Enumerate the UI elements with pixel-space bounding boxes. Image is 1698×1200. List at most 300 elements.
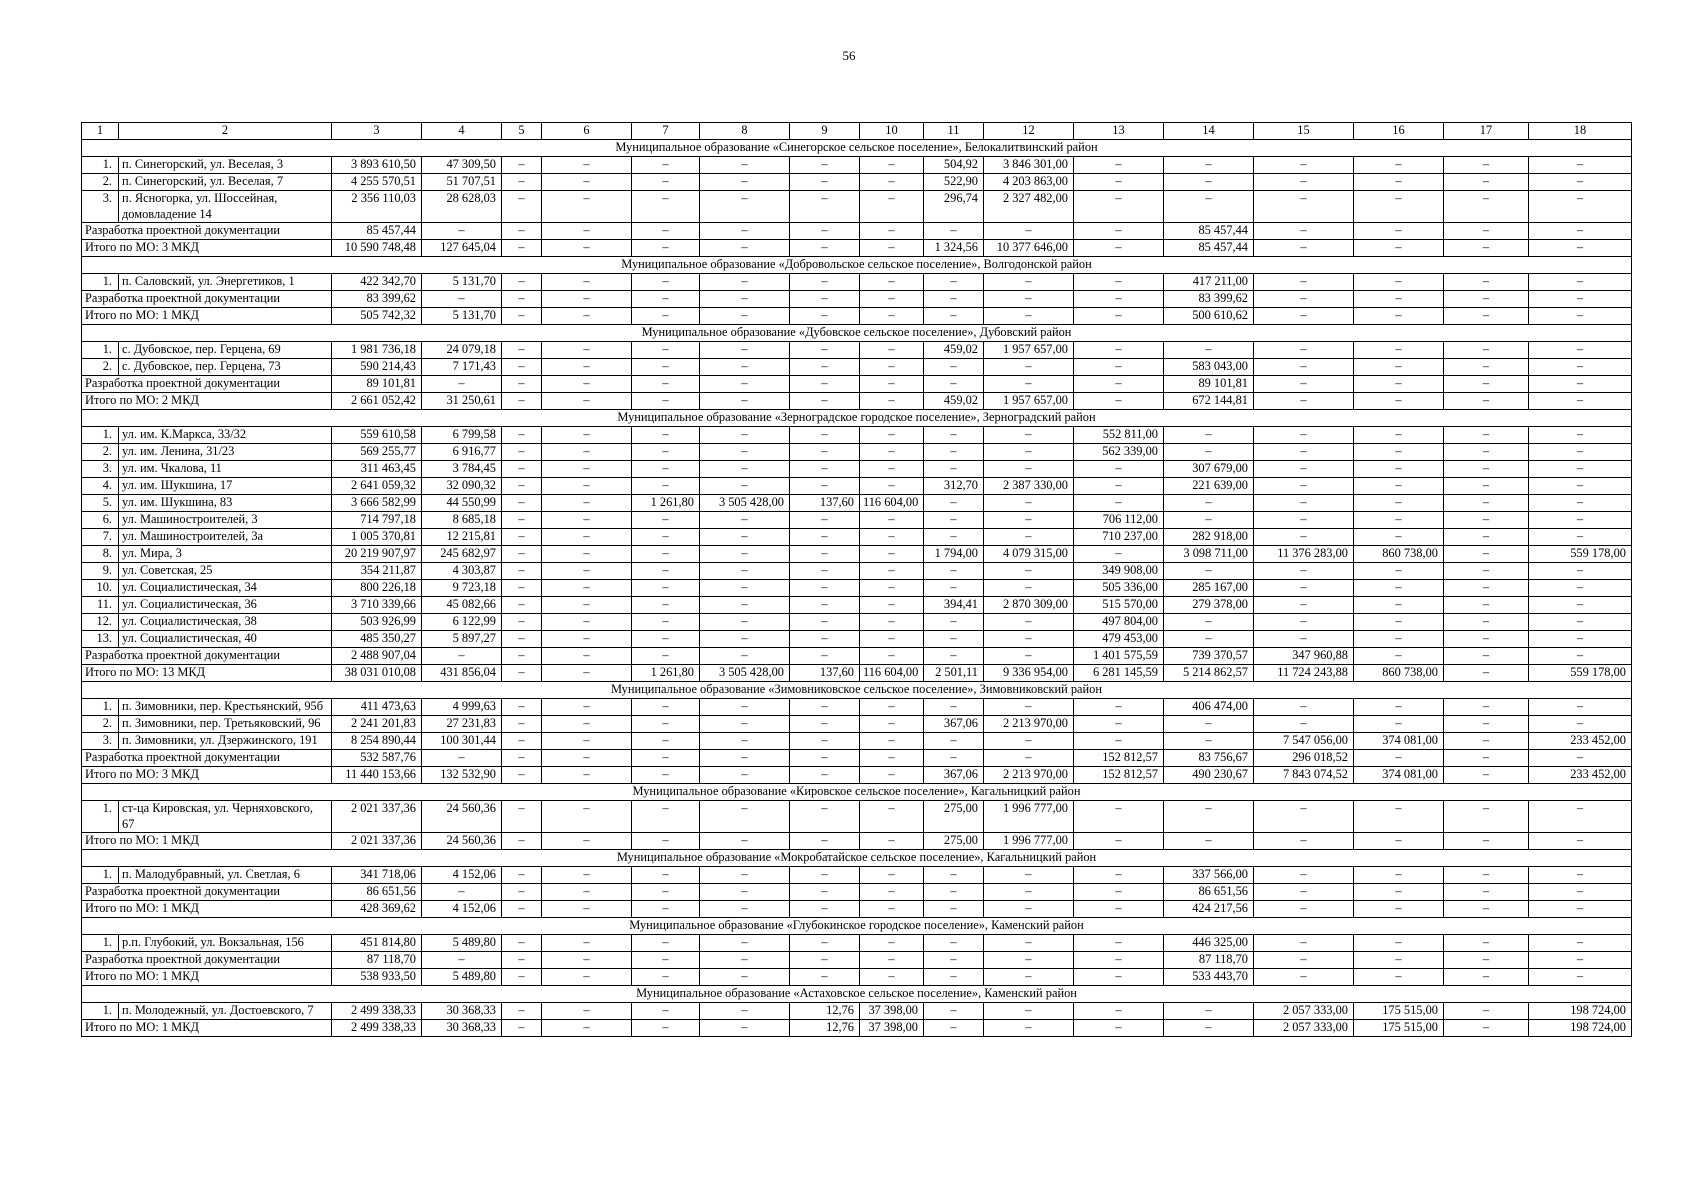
value-cell: 367,06	[924, 716, 984, 733]
value-cell: –	[1444, 157, 1529, 174]
table-row	[82, 699, 1632, 716]
value-cell: –	[790, 546, 860, 563]
value-cell: 515 570,00	[1074, 597, 1164, 614]
value-cell: 8 685,18	[422, 512, 502, 529]
value-cell: –	[1164, 716, 1254, 733]
value-cell: 37 398,00	[860, 1003, 924, 1020]
row-number: 9.	[82, 563, 119, 580]
address-cell: ул. им. Шукшина, 17	[119, 478, 332, 495]
section-title-row	[82, 986, 1632, 1003]
value-cell: –	[1444, 546, 1529, 563]
value-cell: 30 368,33	[422, 1020, 502, 1037]
value-cell: 311 463,45	[332, 461, 422, 478]
value-cell: 562 339,00	[1074, 444, 1164, 461]
value-cell: 2 870 309,00	[984, 597, 1074, 614]
value-cell: 538 933,50	[332, 969, 422, 986]
value-cell: –	[984, 614, 1074, 631]
value-cell: –	[1529, 716, 1632, 733]
value-cell: –	[790, 274, 860, 291]
value-cell: –	[924, 291, 984, 308]
value-cell: –	[502, 699, 542, 716]
section-title-row	[82, 682, 1632, 699]
value-cell: 2 241 201,83	[332, 716, 422, 733]
value-cell: –	[924, 631, 984, 648]
row-label: Разработка проектной документации	[82, 223, 332, 240]
summary-row	[82, 767, 1632, 784]
value-cell: –	[860, 833, 924, 850]
column-number-header-row	[82, 123, 1632, 140]
data-table	[81, 122, 1632, 1037]
value-cell: 282 918,00	[1164, 529, 1254, 546]
value-cell: 394,41	[924, 597, 984, 614]
address-cell: п. Ясногорка, ул. Шоссейная, домовладение 14	[119, 191, 332, 223]
value-cell: 11 376 283,00	[1254, 546, 1354, 563]
value-cell: –	[542, 546, 632, 563]
value-cell: –	[1444, 461, 1529, 478]
value-cell: –	[502, 240, 542, 257]
value-cell: –	[790, 648, 860, 665]
value-cell: –	[1354, 867, 1444, 884]
value-cell: 485 350,27	[332, 631, 422, 648]
value-cell: 1 401 575,59	[1074, 648, 1164, 665]
value-cell: –	[1074, 157, 1164, 174]
value-cell: –	[924, 376, 984, 393]
value-cell: –	[700, 512, 790, 529]
value-cell: –	[924, 308, 984, 325]
value-cell: 233 452,00	[1529, 767, 1632, 784]
value-cell: 37 398,00	[860, 1020, 924, 1037]
value-cell: –	[1444, 1020, 1529, 1037]
value-cell: –	[1444, 478, 1529, 495]
value-cell: –	[502, 495, 542, 512]
value-cell: –	[632, 529, 700, 546]
value-cell: –	[1354, 529, 1444, 546]
address-cell: п. Синегорский, ул. Веселая, 7	[119, 174, 332, 191]
value-cell: –	[790, 157, 860, 174]
value-cell: –	[924, 935, 984, 952]
value-cell: –	[984, 580, 1074, 597]
value-cell: –	[632, 274, 700, 291]
value-cell: –	[422, 376, 502, 393]
value-cell: 275,00	[924, 801, 984, 833]
table-row	[82, 631, 1632, 648]
address-cell: ул. Социалистическая, 38	[119, 614, 332, 631]
value-cell: –	[790, 801, 860, 833]
value-cell: –	[860, 631, 924, 648]
value-cell: 3 505 428,00	[700, 495, 790, 512]
column-number-cell: 9	[790, 123, 860, 140]
value-cell: –	[632, 359, 700, 376]
table-row	[82, 157, 1632, 174]
value-cell: 367,06	[924, 767, 984, 784]
value-cell: –	[1529, 512, 1632, 529]
page-number: 56	[842, 48, 856, 63]
value-cell: –	[984, 750, 1074, 767]
value-cell: –	[984, 884, 1074, 901]
value-cell: –	[632, 512, 700, 529]
value-cell: –	[1354, 699, 1444, 716]
value-cell: –	[1354, 884, 1444, 901]
table-row	[82, 563, 1632, 580]
value-cell: 132 532,90	[422, 767, 502, 784]
value-cell: –	[1254, 174, 1354, 191]
section-title-row	[82, 784, 1632, 801]
value-cell: 85 457,44	[332, 223, 422, 240]
value-cell: –	[1444, 444, 1529, 461]
value-cell: 3 846 301,00	[984, 157, 1074, 174]
value-cell: 116 604,00	[860, 665, 924, 682]
value-cell: –	[1529, 580, 1632, 597]
column-number-cell: 3	[332, 123, 422, 140]
value-cell: –	[1074, 733, 1164, 750]
value-cell: –	[1444, 342, 1529, 359]
value-cell: –	[984, 1003, 1074, 1020]
table-row	[82, 733, 1632, 750]
table-row	[82, 274, 1632, 291]
value-cell: –	[1254, 191, 1354, 223]
row-number: 7.	[82, 529, 119, 546]
value-cell: –	[1444, 291, 1529, 308]
value-cell: –	[502, 969, 542, 986]
value-cell: 198 724,00	[1529, 1020, 1632, 1037]
value-cell: 2 213 970,00	[984, 716, 1074, 733]
value-cell: –	[542, 427, 632, 444]
summary-row	[82, 308, 1632, 325]
value-cell: –	[1254, 801, 1354, 833]
address-cell: ул. им. Ленина, 31/23	[119, 444, 332, 461]
address-cell: ул. им. К.Маркса, 33/32	[119, 427, 332, 444]
value-cell: 4 255 570,51	[332, 174, 422, 191]
value-cell: –	[542, 274, 632, 291]
value-cell: 459,02	[924, 342, 984, 359]
value-cell: –	[700, 563, 790, 580]
address-cell: ул. Социалистическая, 34	[119, 580, 332, 597]
summary-row	[82, 648, 1632, 665]
value-cell: –	[790, 884, 860, 901]
value-cell: –	[1354, 801, 1444, 833]
value-cell: –	[1529, 223, 1632, 240]
value-cell: –	[502, 444, 542, 461]
value-cell: 12 215,81	[422, 529, 502, 546]
value-cell: –	[860, 529, 924, 546]
value-cell: –	[984, 901, 1074, 918]
section-title-row	[82, 918, 1632, 935]
value-cell: 175 515,00	[1354, 1003, 1444, 1020]
value-cell: –	[422, 648, 502, 665]
value-cell: –	[790, 952, 860, 969]
value-cell: –	[632, 969, 700, 986]
value-cell: –	[542, 901, 632, 918]
value-cell: –	[1529, 359, 1632, 376]
table-row	[82, 614, 1632, 631]
value-cell: –	[700, 597, 790, 614]
summary-row	[82, 240, 1632, 257]
value-cell: –	[700, 191, 790, 223]
value-cell: –	[700, 359, 790, 376]
value-cell: –	[790, 867, 860, 884]
value-cell: –	[1074, 1003, 1164, 1020]
value-cell: 2 661 052,42	[332, 393, 422, 410]
column-number-cell: 15	[1254, 123, 1354, 140]
row-label: Итого по МО: 1 МКД	[82, 969, 332, 986]
value-cell: 3 666 582,99	[332, 495, 422, 512]
value-cell: 2 213 970,00	[984, 767, 1074, 784]
value-cell: –	[1074, 461, 1164, 478]
section-title: Муниципальное образование «Зимовниковское сельское поселение», Зимовниковский район	[82, 682, 1632, 699]
value-cell: –	[502, 461, 542, 478]
table-row	[82, 597, 1632, 614]
value-cell: –	[502, 191, 542, 223]
table-row	[82, 935, 1632, 952]
section-title-row	[82, 410, 1632, 427]
value-cell: –	[1354, 952, 1444, 969]
value-cell: –	[984, 223, 1074, 240]
value-cell: –	[1529, 952, 1632, 969]
value-cell: –	[632, 376, 700, 393]
value-cell: –	[1254, 359, 1354, 376]
summary-row	[82, 969, 1632, 986]
value-cell: –	[1444, 665, 1529, 682]
value-cell: 116 604,00	[860, 495, 924, 512]
value-cell: –	[1354, 833, 1444, 850]
value-cell: –	[1354, 223, 1444, 240]
table-row	[82, 867, 1632, 884]
value-cell: 354 211,87	[332, 563, 422, 580]
value-cell: –	[860, 157, 924, 174]
value-cell: –	[422, 223, 502, 240]
value-cell: –	[1164, 1003, 1254, 1020]
value-cell: –	[790, 631, 860, 648]
value-cell: –	[1354, 750, 1444, 767]
value-cell: 503 926,99	[332, 614, 422, 631]
summary-row	[82, 901, 1632, 918]
value-cell: 504,92	[924, 157, 984, 174]
section-title: Муниципальное образование «Кировское сельское поселение», Кагальницкий район	[82, 784, 1632, 801]
value-cell: –	[924, 444, 984, 461]
value-cell: –	[632, 867, 700, 884]
summary-row	[82, 884, 1632, 901]
value-cell: –	[790, 512, 860, 529]
value-cell: 3 784,45	[422, 461, 502, 478]
value-cell: –	[632, 546, 700, 563]
value-cell: –	[1074, 308, 1164, 325]
value-cell: 6 916,77	[422, 444, 502, 461]
row-number: 11.	[82, 597, 119, 614]
value-cell: –	[422, 750, 502, 767]
value-cell: –	[542, 157, 632, 174]
value-cell: –	[1354, 342, 1444, 359]
value-cell: –	[790, 563, 860, 580]
value-cell: –	[422, 884, 502, 901]
value-cell: –	[502, 342, 542, 359]
value-cell: –	[632, 884, 700, 901]
value-cell: 6 122,99	[422, 614, 502, 631]
value-cell: –	[1164, 342, 1254, 359]
value-cell: –	[1074, 833, 1164, 850]
value-cell: –	[632, 240, 700, 257]
value-cell: –	[542, 223, 632, 240]
value-cell: –	[700, 223, 790, 240]
value-cell: 51 707,51	[422, 174, 502, 191]
value-cell: 2 021 337,36	[332, 833, 422, 850]
table-row	[82, 512, 1632, 529]
value-cell: –	[700, 648, 790, 665]
value-cell: –	[632, 157, 700, 174]
value-cell: –	[700, 767, 790, 784]
section-title-row	[82, 257, 1632, 274]
value-cell: 11 724 243,88	[1254, 665, 1354, 682]
row-number: 2.	[82, 174, 119, 191]
value-cell: –	[1254, 580, 1354, 597]
value-cell: –	[1529, 833, 1632, 850]
value-cell: –	[1164, 427, 1254, 444]
value-cell: –	[924, 563, 984, 580]
value-cell: 221 639,00	[1164, 478, 1254, 495]
value-cell: –	[924, 733, 984, 750]
value-cell: –	[632, 716, 700, 733]
value-cell: –	[1254, 512, 1354, 529]
value-cell: –	[542, 699, 632, 716]
value-cell: 8 254 890,44	[332, 733, 422, 750]
column-number-cell: 14	[1164, 123, 1254, 140]
column-number-cell: 1	[82, 123, 119, 140]
value-cell: –	[1164, 614, 1254, 631]
value-cell: –	[632, 563, 700, 580]
row-number: 2.	[82, 716, 119, 733]
row-label: Итого по МО: 1 МКД	[82, 901, 332, 918]
value-cell: –	[1529, 631, 1632, 648]
table-row	[82, 478, 1632, 495]
value-cell: –	[1074, 1020, 1164, 1037]
value-cell: –	[502, 1003, 542, 1020]
value-cell: –	[1074, 884, 1164, 901]
value-cell: –	[790, 174, 860, 191]
value-cell: –	[790, 393, 860, 410]
value-cell: –	[984, 495, 1074, 512]
column-number-cell: 7	[632, 123, 700, 140]
value-cell: 2 488 907,04	[332, 648, 422, 665]
row-label: Разработка проектной документации	[82, 376, 332, 393]
value-cell: –	[1354, 240, 1444, 257]
value-cell: –	[924, 969, 984, 986]
value-cell: –	[1074, 801, 1164, 833]
summary-row	[82, 952, 1632, 969]
value-cell: –	[1354, 648, 1444, 665]
value-cell: –	[632, 801, 700, 833]
value-cell: –	[984, 376, 1074, 393]
value-cell: –	[924, 699, 984, 716]
value-cell: –	[1529, 461, 1632, 478]
table-row	[82, 342, 1632, 359]
value-cell: –	[1254, 495, 1354, 512]
value-cell: –	[924, 223, 984, 240]
value-cell: 89 101,81	[1164, 376, 1254, 393]
value-cell: –	[860, 376, 924, 393]
value-cell: –	[502, 174, 542, 191]
value-cell: –	[542, 444, 632, 461]
value-cell: –	[1354, 461, 1444, 478]
table-row	[82, 427, 1632, 444]
value-cell: –	[1354, 393, 1444, 410]
value-cell: –	[1254, 427, 1354, 444]
value-cell: –	[1354, 901, 1444, 918]
value-cell: 245 682,97	[422, 546, 502, 563]
value-cell: 38 031 010,08	[332, 665, 422, 682]
address-cell: ул. Машиностроителей, 3а	[119, 529, 332, 546]
value-cell: –	[1444, 191, 1529, 223]
value-cell: 2 387 330,00	[984, 478, 1074, 495]
value-cell: –	[542, 969, 632, 986]
value-cell: –	[860, 580, 924, 597]
value-cell: –	[632, 427, 700, 444]
value-cell: 6 281 145,59	[1074, 665, 1164, 682]
value-cell: –	[790, 580, 860, 597]
row-label: Итого по МО: 1 МКД	[82, 833, 332, 850]
value-cell: –	[1354, 495, 1444, 512]
value-cell: –	[1254, 699, 1354, 716]
value-cell: –	[1444, 376, 1529, 393]
row-number: 10.	[82, 580, 119, 597]
value-cell: 374 081,00	[1354, 733, 1444, 750]
value-cell: –	[1164, 733, 1254, 750]
value-cell: –	[790, 291, 860, 308]
value-cell: 83 756,67	[1164, 750, 1254, 767]
value-cell: –	[1074, 359, 1164, 376]
value-cell: –	[1354, 157, 1444, 174]
value-cell: –	[1254, 444, 1354, 461]
value-cell: 198 724,00	[1529, 1003, 1632, 1020]
summary-row	[82, 223, 1632, 240]
value-cell: –	[984, 1020, 1074, 1037]
value-cell: 552 811,00	[1074, 427, 1164, 444]
value-cell: –	[860, 733, 924, 750]
value-cell: –	[790, 597, 860, 614]
value-cell: –	[542, 393, 632, 410]
value-cell: –	[632, 631, 700, 648]
row-number: 1.	[82, 274, 119, 291]
value-cell: 44 550,99	[422, 495, 502, 512]
value-cell: –	[1444, 427, 1529, 444]
value-cell: –	[1444, 308, 1529, 325]
section-title: Муниципальное образование «Добровольское сельское поселение», Волгодонской район	[82, 257, 1632, 274]
value-cell: –	[632, 342, 700, 359]
value-cell: –	[632, 750, 700, 767]
value-cell: –	[1354, 580, 1444, 597]
value-cell: –	[502, 648, 542, 665]
value-cell: –	[984, 969, 1074, 986]
value-cell: 451 814,80	[332, 935, 422, 952]
value-cell: 31 250,61	[422, 393, 502, 410]
value-cell: –	[860, 614, 924, 631]
value-cell: –	[1529, 935, 1632, 952]
value-cell: –	[1254, 901, 1354, 918]
value-cell: 9 723,18	[422, 580, 502, 597]
value-cell: 312,70	[924, 478, 984, 495]
row-label: Итого по МО: 3 МКД	[82, 767, 332, 784]
value-cell: –	[860, 427, 924, 444]
value-cell: –	[542, 291, 632, 308]
value-cell: –	[1254, 867, 1354, 884]
value-cell: –	[860, 597, 924, 614]
value-cell: 505 336,00	[1074, 580, 1164, 597]
column-number-cell: 2	[119, 123, 332, 140]
row-label: Итого по МО: 2 МКД	[82, 393, 332, 410]
value-cell: 490 230,67	[1164, 767, 1254, 784]
value-cell: 307 679,00	[1164, 461, 1254, 478]
value-cell: –	[700, 801, 790, 833]
value-cell: –	[1444, 563, 1529, 580]
section-title-row	[82, 140, 1632, 157]
